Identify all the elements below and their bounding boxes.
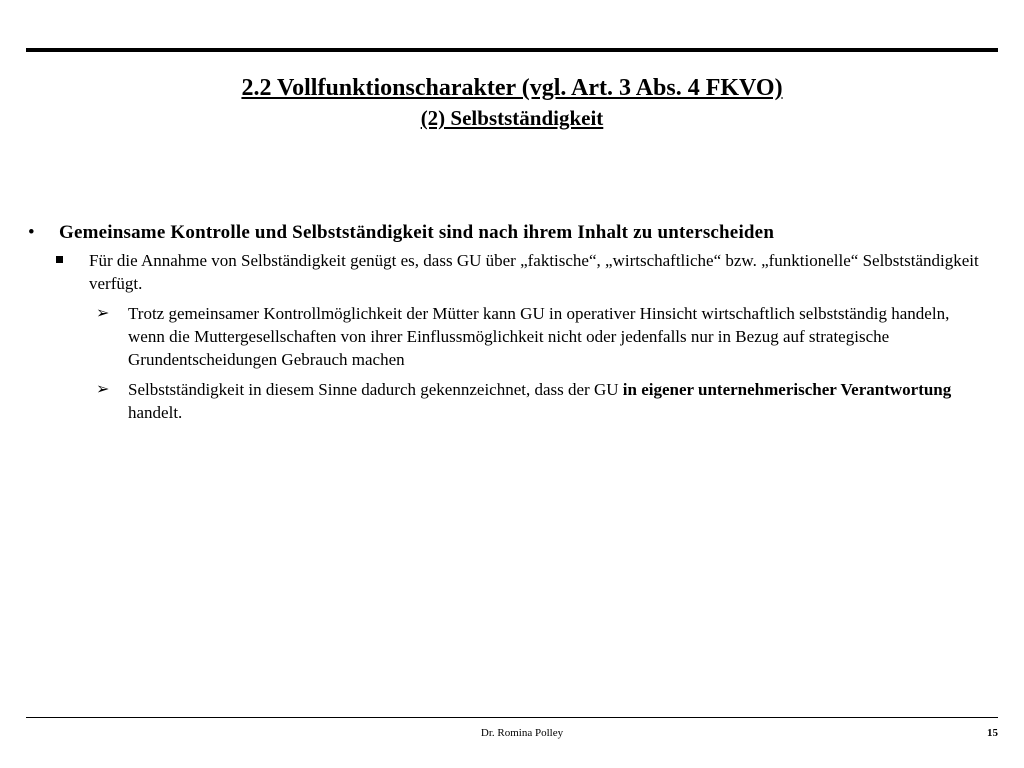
title-block xyxy=(0,72,1024,132)
page-number: 15 xyxy=(987,727,998,739)
round-bullet-icon: • xyxy=(28,222,35,243)
sub-bullet-item xyxy=(26,249,1006,295)
footer-author: Dr. Romina Polley xyxy=(480,727,564,739)
arrow-bullet-icon: ➢ xyxy=(96,305,110,322)
arrow-bullet-text-start: Selbstständigkeit in diesem Sinne dadurch gekennzeichnet, dass der GU xyxy=(128,380,623,399)
arrow-bullet-text: Trotz gemeinsamer Kontrollmöglichkeit der Mütter kann GU in operativer Hinsicht wirtschaftlich selbstständig handeln, wenn die Muttergesellschaften von ihrer Einflussmöglichkeit nicht oder jedenfalls nur in Bezug auf strategische Grundentscheidungen Gebrauch machen xyxy=(128,304,950,369)
main-bullet-text: Gemeinsame Kontrolle und Selbstständigkeit sind nach ihrem Inhalt zu unterscheiden xyxy=(59,222,775,243)
sub-bullet-text: Für die Annahme von Selbständigkeit genügt es, dass GU über „faktische“, „wirtschaftliche“ bzw. „funktionelle“ Selbstständigkeit verfügt. xyxy=(89,251,979,293)
arrow-bullet-icon: ➢ xyxy=(96,381,110,398)
main-bullet-item xyxy=(26,220,1006,246)
slide-title: 2.2 Vollfunktionscharakter (vgl. Art. 3 Abs. 4 FKVO) xyxy=(241,75,783,101)
slide-subtitle: (2) Selbstständigkeit xyxy=(420,106,604,130)
top-divider xyxy=(26,48,998,52)
arrow-bullet-item xyxy=(26,378,1006,424)
square-bullet-icon xyxy=(56,256,63,263)
slide-content xyxy=(26,220,1006,424)
arrow-bullet-text-emphasis: in eigener unternehmerischer Verantwortung xyxy=(622,380,952,399)
arrow-bullet-text-end: handelt. xyxy=(128,403,183,422)
arrow-bullet-item xyxy=(26,302,1006,371)
footer-divider xyxy=(26,717,998,718)
